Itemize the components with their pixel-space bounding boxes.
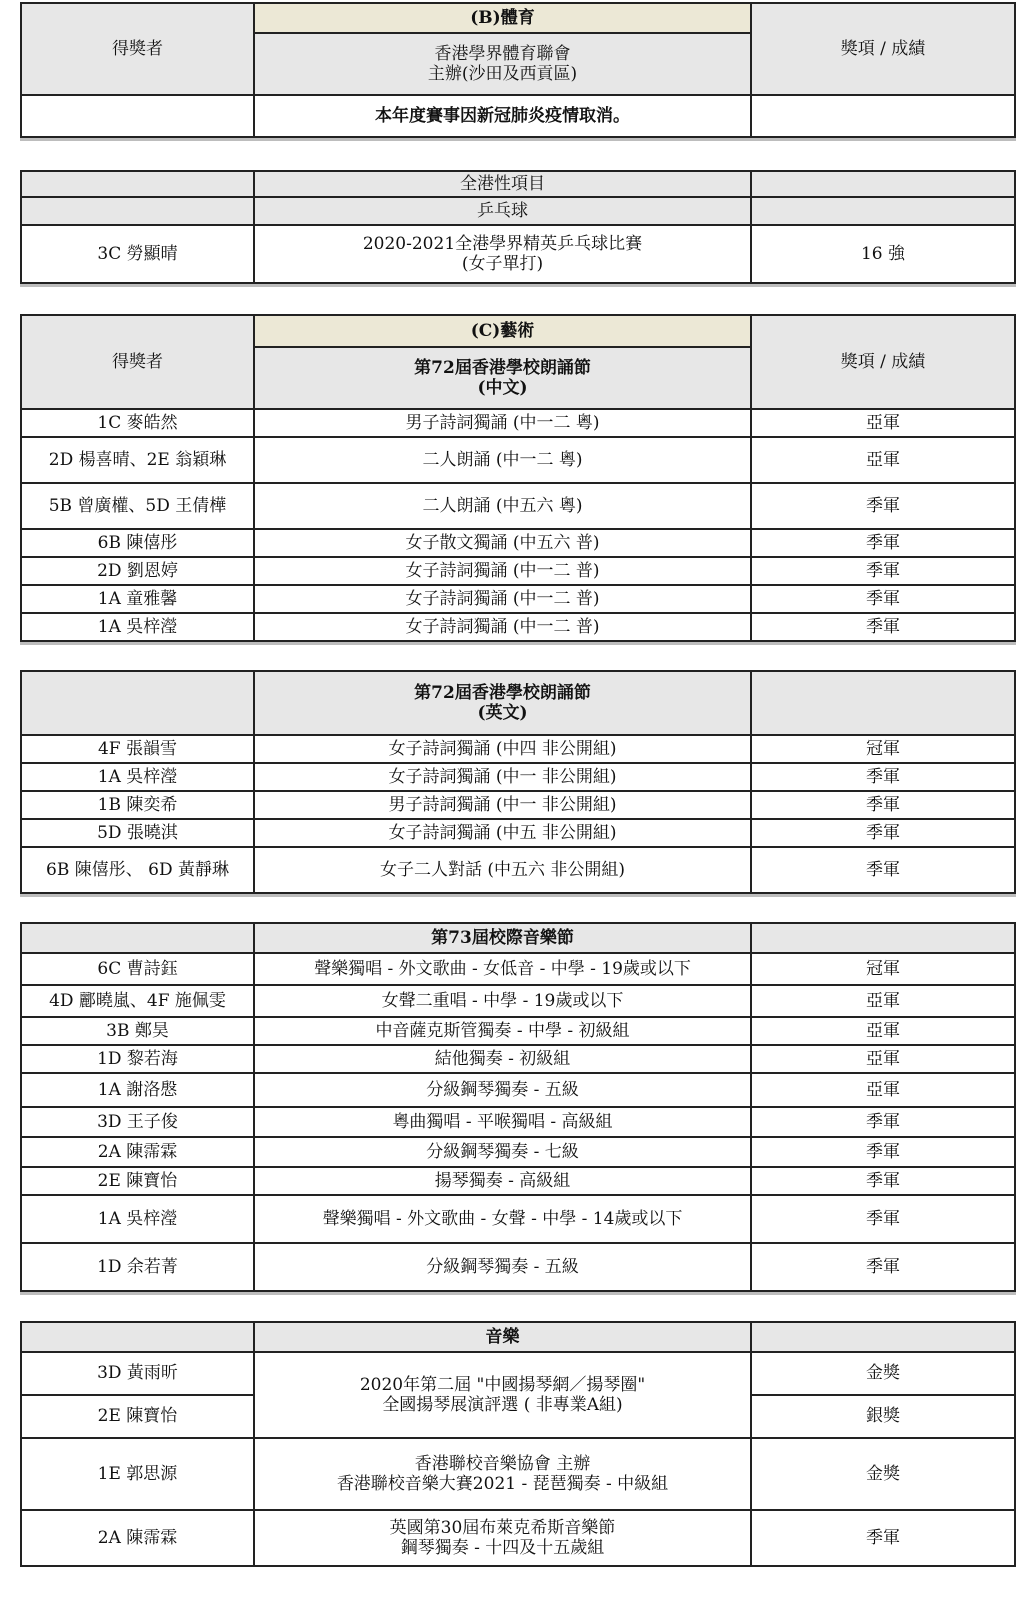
sports-table bbox=[20, 2, 1016, 138]
award-cell: 季軍 bbox=[751, 1107, 1015, 1137]
chinese-festival bbox=[254, 347, 751, 409]
empty-cell bbox=[751, 171, 1015, 197]
territory-winner: 3C 勞顯晴 bbox=[21, 225, 254, 283]
sports-organizer bbox=[254, 33, 751, 95]
table-row bbox=[21, 985, 1015, 1017]
award-cell: 金獎 bbox=[751, 1352, 1015, 1395]
territory-title: 全港性項目 bbox=[254, 171, 751, 197]
organizer-line1: 香港學界體育聯會 bbox=[434, 43, 571, 64]
table-row bbox=[21, 1137, 1015, 1167]
event-cell: 二人朗誦 (中五六 粵) bbox=[254, 483, 751, 529]
pipa-event bbox=[254, 1438, 751, 1510]
piano-event-line2: 鋼琴獨奏 - 十四及十五歲組 bbox=[400, 1538, 605, 1558]
section-c-title: (C)藝術 bbox=[254, 315, 751, 347]
award-cell: 冠軍 bbox=[751, 953, 1015, 985]
award-cell: 亞軍 bbox=[751, 409, 1015, 437]
piano-event-line1: 英國第30屆布萊克希斯音樂節 bbox=[389, 1517, 616, 1538]
empty-cell bbox=[21, 1322, 254, 1352]
event-cell: 女子詩詞獨誦 (中五 非公開組) bbox=[254, 819, 751, 847]
table-row bbox=[21, 847, 1015, 893]
table-row bbox=[21, 763, 1015, 791]
table-row bbox=[21, 1017, 1015, 1045]
winner-cell: 2A 陳霈霖 bbox=[21, 1137, 254, 1167]
winner-cell: 1A 吳梓瀅 bbox=[21, 763, 254, 791]
empty-cell bbox=[21, 671, 254, 735]
table-row bbox=[21, 819, 1015, 847]
winner-cell: 1A 童雅馨 bbox=[21, 585, 254, 613]
territory-award: 16 強 bbox=[751, 225, 1015, 283]
winner-cell: 5B 曾廣權、5D 王倩樺 bbox=[21, 483, 254, 529]
award-cell: 季軍 bbox=[751, 1510, 1015, 1566]
award-cell: 季軍 bbox=[751, 1137, 1015, 1167]
table-row bbox=[21, 585, 1015, 613]
winner-cell: 1D 余若菁 bbox=[21, 1243, 254, 1291]
territory-sub: 乒乓球 bbox=[254, 197, 751, 225]
event-cell: 女子二人對話 (中五六 非公開組) bbox=[254, 847, 751, 893]
event-cell: 粵曲獨唱 - 平喉獨唱 - 高級組 bbox=[254, 1107, 751, 1137]
empty-cell bbox=[751, 95, 1015, 137]
table-row bbox=[21, 791, 1015, 819]
pipa-event-line2: 香港聯校音樂大賽2021 - 琵琶獨奏 - 中級組 bbox=[336, 1474, 669, 1494]
event-cell: 分級鋼琴獨奏 - 五級 bbox=[254, 1243, 751, 1291]
winner-cell: 4D 酈曉嵐、4F 施佩雯 bbox=[21, 985, 254, 1017]
award-cell: 亞軍 bbox=[751, 1017, 1015, 1045]
event-cell: 二人朗誦 (中一二 粵) bbox=[254, 437, 751, 483]
award-cell: 季軍 bbox=[751, 763, 1015, 791]
award-cell: 季軍 bbox=[751, 585, 1015, 613]
award-cell: 季軍 bbox=[751, 791, 1015, 819]
table-row bbox=[21, 1352, 1015, 1395]
winner-cell: 1D 黎若海 bbox=[21, 1045, 254, 1073]
arts-chinese-table bbox=[20, 314, 1016, 642]
arts-english-table bbox=[20, 670, 1016, 894]
music-table bbox=[20, 1321, 1016, 1567]
winner-cell: 6B 陳僖彤、 6D 黃靜琳 bbox=[21, 847, 254, 893]
table-row bbox=[21, 1167, 1015, 1195]
table-row bbox=[21, 437, 1015, 483]
award-cell: 季軍 bbox=[751, 819, 1015, 847]
award-cell: 亞軍 bbox=[751, 437, 1015, 483]
table-row bbox=[21, 1073, 1015, 1107]
event-cell: 聲樂獨唱 - 外文歌曲 - 女低音 - 中學 - 19歲或以下 bbox=[254, 953, 751, 985]
event-cell: 女子詩詞獨誦 (中一二 普) bbox=[254, 585, 751, 613]
table-row bbox=[21, 1107, 1015, 1137]
festival-line2: (英文) bbox=[477, 703, 528, 723]
table-row bbox=[21, 483, 1015, 529]
winner-cell: 2E 陳寶怡 bbox=[21, 1167, 254, 1195]
organizer-line2: 主辦(沙田及西貢區) bbox=[427, 64, 578, 84]
award-cell: 季軍 bbox=[751, 529, 1015, 557]
winner-cell: 2E 陳寶怡 bbox=[21, 1395, 254, 1438]
award-cell: 冠軍 bbox=[751, 735, 1015, 763]
event-cell: 女子詩詞獨誦 (中一 非公開組) bbox=[254, 763, 751, 791]
award-cell: 亞軍 bbox=[751, 1045, 1015, 1073]
award-cell: 亞軍 bbox=[751, 1073, 1015, 1107]
event-cell: 女子詩詞獨誦 (中一二 普) bbox=[254, 613, 751, 641]
winner-cell: 1E 郭思源 bbox=[21, 1438, 254, 1510]
winner-cell: 2A 陳霈霖 bbox=[21, 1510, 254, 1566]
award-cell: 季軍 bbox=[751, 1167, 1015, 1195]
yangqin-event-line1: 2020年第二屆 "中國揚琴網／揚琴圈" bbox=[359, 1374, 646, 1395]
music-festival-table bbox=[20, 922, 1016, 1292]
winner-cell: 1A 吳梓瀅 bbox=[21, 613, 254, 641]
section-b-title: (B)體育 bbox=[254, 3, 751, 33]
english-festival bbox=[254, 671, 751, 735]
pipa-event-line1: 香港聯校音樂協會 主辦 bbox=[414, 1453, 591, 1474]
event-cell: 揚琴獨奏 - 高級組 bbox=[254, 1167, 751, 1195]
winner-cell: 1C 麥皓然 bbox=[21, 409, 254, 437]
winner-cell: 6B 陳僖彤 bbox=[21, 529, 254, 557]
yangqin-event bbox=[254, 1352, 751, 1438]
yangqin-event-line2: 全國揚琴展演評選 ( 非專業A組) bbox=[382, 1395, 623, 1415]
award-cell: 銀獎 bbox=[751, 1395, 1015, 1438]
table-row bbox=[21, 409, 1015, 437]
table-row bbox=[21, 1510, 1015, 1566]
table-row bbox=[21, 953, 1015, 985]
empty-cell bbox=[751, 923, 1015, 953]
event-cell: 女子散文獨誦 (中五六 普) bbox=[254, 529, 751, 557]
territory-event-line2: (女子單打) bbox=[461, 254, 544, 274]
table-row bbox=[21, 1438, 1015, 1510]
award-cell: 季軍 bbox=[751, 1195, 1015, 1243]
event-cell: 女子詩詞獨誦 (中一二 普) bbox=[254, 557, 751, 585]
award-header: 獎項 / 成績 bbox=[751, 315, 1015, 409]
event-cell: 中音薩克斯管獨奏 - 中學 - 初級組 bbox=[254, 1017, 751, 1045]
event-cell: 女聲二重唱 - 中學 - 19歲或以下 bbox=[254, 985, 751, 1017]
empty-cell bbox=[751, 197, 1015, 225]
winner-header: 得獎者 bbox=[21, 315, 254, 409]
award-cell: 季軍 bbox=[751, 557, 1015, 585]
empty-cell bbox=[751, 671, 1015, 735]
table-row bbox=[21, 529, 1015, 557]
event-cell: 男子詩詞獨誦 (中一二 粵) bbox=[254, 409, 751, 437]
table-row bbox=[21, 1243, 1015, 1291]
table-row bbox=[21, 557, 1015, 585]
event-cell: 分級鋼琴獨奏 - 七級 bbox=[254, 1137, 751, 1167]
winner-cell: 2D 劉恩婷 bbox=[21, 557, 254, 585]
event-cell: 女子詩詞獨誦 (中四 非公開組) bbox=[254, 735, 751, 763]
winner-cell: 1A 謝洛慇 bbox=[21, 1073, 254, 1107]
empty-cell bbox=[751, 1322, 1015, 1352]
winner-cell: 3B 鄭昊 bbox=[21, 1017, 254, 1045]
empty-cell bbox=[21, 923, 254, 953]
music-title: 音樂 bbox=[254, 1322, 751, 1352]
cancel-note: 本年度賽事因新冠肺炎疫情取消。 bbox=[254, 95, 751, 137]
territory-event-line1: 2020-2021全港學界精英乒乓球比賽 bbox=[362, 233, 643, 254]
award-cell: 季軍 bbox=[751, 613, 1015, 641]
award-cell: 季軍 bbox=[751, 483, 1015, 529]
table-row bbox=[21, 735, 1015, 763]
empty-cell bbox=[21, 95, 254, 137]
territory-table bbox=[20, 170, 1016, 284]
winner-cell: 2D 楊喜晴、2E 翁穎琳 bbox=[21, 437, 254, 483]
music-festival-title: 第73屆校際音樂節 bbox=[254, 923, 751, 953]
winner-header: 得獎者 bbox=[21, 3, 254, 95]
winner-cell: 3D 王子俊 bbox=[21, 1107, 254, 1137]
award-cell: 亞軍 bbox=[751, 985, 1015, 1017]
winner-cell: 1A 吳梓瀅 bbox=[21, 1195, 254, 1243]
winner-cell: 5D 張曉淇 bbox=[21, 819, 254, 847]
table-row bbox=[21, 613, 1015, 641]
award-cell: 季軍 bbox=[751, 847, 1015, 893]
festival-line1: 第72屆香港學校朗誦節 bbox=[414, 682, 591, 703]
festival-line2: (中文) bbox=[477, 378, 528, 398]
empty-cell bbox=[21, 197, 254, 225]
event-cell: 分級鋼琴獨奏 - 五級 bbox=[254, 1073, 751, 1107]
table-row bbox=[21, 1045, 1015, 1073]
table-row bbox=[21, 1195, 1015, 1243]
winner-cell: 6C 曹詩鈺 bbox=[21, 953, 254, 985]
award-cell: 季軍 bbox=[751, 1243, 1015, 1291]
award-cell: 金獎 bbox=[751, 1438, 1015, 1510]
winner-cell: 3D 黃雨昕 bbox=[21, 1352, 254, 1395]
winner-cell: 1B 陳奕希 bbox=[21, 791, 254, 819]
territory-event bbox=[254, 225, 751, 283]
award-header: 獎項 / 成績 bbox=[751, 3, 1015, 95]
empty-cell bbox=[21, 171, 254, 197]
winner-cell: 4F 張韻雪 bbox=[21, 735, 254, 763]
event-cell: 男子詩詞獨誦 (中一 非公開組) bbox=[254, 791, 751, 819]
event-cell: 結他獨奏 - 初級組 bbox=[254, 1045, 751, 1073]
event-cell: 聲樂獨唱 - 外文歌曲 - 女聲 - 中學 - 14歲或以下 bbox=[254, 1195, 751, 1243]
piano-event bbox=[254, 1510, 751, 1566]
festival-line1: 第72屆香港學校朗誦節 bbox=[414, 357, 591, 378]
